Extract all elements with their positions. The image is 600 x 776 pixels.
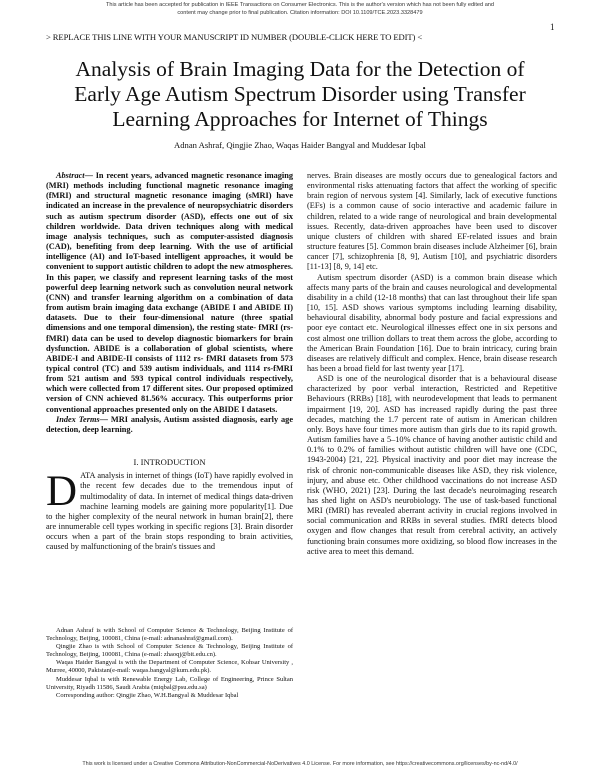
- intro-paragraph-2: Autism spectrum disorder (ASD) is a common brain disease which affects many parts of the brain and causes neurological and developmental disability in a child (12-18 months) that can last throughout their life span [10, 15]. ASD shows various symptoms including learning disability, behavioural disability, abnormal body posture and facial expressions and poor eye contact etc. Neurological illnesses effect one in six persons and cost almost one trillion dollars to treat them across the globe, according to the American Brain Foundation [16]. Due to brain intricacy, curing brain diseases are relatively difficult and complex. Hence, brain disease research has been a broad field for last twenty year [17].: [307, 272, 557, 373]
- title-line-1: Analysis of Brain Imaging Data for the Detection of: [75, 57, 525, 81]
- right-column: [307, 171, 557, 557]
- manuscript-id-line[interactable]: > REPLACE THIS LINE WITH YOUR MANUSCRIPT ID NUMBER (DOUBLE-CLICK HERE TO EDIT) <: [46, 32, 423, 42]
- index-terms: [46, 415, 293, 435]
- footnote-author-4: Muddesar Iqbal is with Renewable Energy Lab, College of Engineering, Prince Sultan University, Riyadh 11586, Saudi Arabia (miqbal@psu.edu.sa): [46, 675, 293, 691]
- left-column: [46, 171, 293, 552]
- footnote-corresponding-author: Corresponding author: Qingjie Zhao, W.H.Bangyal & Muddesar Iqbal: [56, 691, 239, 699]
- license-notice: This work is licensed under a Creative Commons Attribution-NonCommercial-NoDerivatives 4.0 License. For more information, see https://creativecommons.org/licenses/by-nc-nd/4.0/: [82, 761, 518, 767]
- section-heading-introduction: I. INTRODUCTION: [133, 457, 206, 468]
- paper-title: [20, 57, 580, 132]
- index-terms-label: Index Terms: [56, 414, 100, 424]
- page-number: 1: [550, 22, 555, 32]
- publication-notice-line1: This article has been accepted for publication in IEEE Transactions on Consumer Electronics. This is the author's version which has not been fully edited and: [105, 2, 495, 8]
- author-footnotes: [46, 627, 293, 700]
- intro-paragraph-3: ASD is one of the neurological disorder that is a behavioural disease characterized by poor verbal interaction, Restricted and Repetitive Behaviours (RRBs) [18], with neurodevelopment that leads to permanent impairment [19, 20]. ASD has increased rapidly during the past three decades, matching the 1.7 percent rate of autism in American children only. Boys have four times more autism than girls due to its rapid growth. Autism families have a 5–10% chance of having another autistic child and 0.1% to 0.2% of families without autistic children will have one (CDC, 1943-2004) [21, 22]. Physical inactivity and poor diet may increase the risk of chronic non-communicable diseases like ASD, they risk violence, injury, and abuse etc. Other childhood vaccinations do not increase ASD risk (WHO, 2021) [23]. During the last decade's neuroimaging research has shed light on ASD's neurobiology. The use of task-based functional MRI (fMRI) has revealed aberrant activity in crucial regions involved in social communication and RRBs in several studies. fMRI detects blood oxygen and flow changes that result from cerebral activity, an actively functioning brain consumes more oxidizing, so blood flow increases in the active area to meet this demand.: [307, 374, 557, 556]
- index-terms-dash: —: [99, 414, 111, 424]
- footnote-author-3: Waqas Haider Bangyal is with the Department of Computer Science, Kohsar University , Murree, 40000, Pakistan(e-mail: waqas.bangyal@kum.edu.pk).: [46, 659, 293, 675]
- abstract: [46, 171, 293, 415]
- publication-notice: [0, 1, 600, 17]
- author-list: Adnan Ashraf, Qingjie Zhao, Waqas Haider Bangyal and Muddesar Iqbal: [174, 140, 426, 150]
- publication-notice-line2: content may change prior to final publication. Citation information: DOI 10.1109/TCE.2023.3328479: [177, 10, 423, 16]
- intro-paragraph-1-start: [46, 468, 293, 552]
- footnote-author-2: Qingjie Zhao is with School of Computer Science & Technology, Beijing Institute of Technology, Beijing, 100081, China (e-mail: zhaoqj@bit.edu.cn).: [46, 643, 293, 659]
- index-terms-text: MRI analysis, Autism assisted diagnosis, early age detection, deep learning.: [46, 414, 294, 434]
- title-line-2: Early Age Autism Spectrum Disorder using Transfer: [74, 82, 526, 106]
- title-line-3: Learning Approaches for Internet of Things: [112, 107, 488, 131]
- intro-paragraph-1-text: ATA analysis in internet of things (IoT) have rapidly evolved in the recent few decades due to the tremendous input of multimodality of data. In internet of medical things data-driven machine learning models are gaining more popularity[1]. Due to the higher complexity of the neural network in human brain[2], there are innumerable cell types working in specific regions [3]. Brain disorder occurs when a part of the brain stops responding to brain activities, caused by malfunctioning of the brain's tissues and: [46, 471, 293, 552]
- abstract-text: In recent years, advanced magnetic resonance imaging (MRI) methods including functional magnetic resonance imaging (fMRI) and structural magnetic resonance imaging (sMRI) have indicated an increase in the prevalence of neuropsychiatric disorders such as autism spectrum disorder (ASD), effects one out of six children worldwide. Data driven techniques along with medical image analysis techniques, such as computer-assisted diagnosis (CAD), benefiting from deep learning. With the use of artificial intelligence (AI) and IoT-based intelligent approaches, it would be convenient to support autistic children to adopt the new atmospheres. In this paper, we classify and represent learning tasks of the most powerful deep learning network such as convolution neural network (CNN) and transfer learning algorithm on a combination of data from autism brain imaging data exchange (ABIDE I and ABIDE II) datasets. Due to their four-dimensional nature (three spatial dimensions and one temporal dimension), the resting state- fMRI (rs-fMRI) data can be used to develop diagnostic biomarkers for brain dysfunction. ABIDE is a collaboration of global scientists, where ABIDE-I and ABIDE-II consists of 1112 rs- fMRI datasets from 573 typical control (TC) and 539 autism individuals, and 1114 rs-fMRI from 521 autism and 593 typical control individuals respectively, which were collected from 17 different sites. Our proposed optimized version of CNN achieved 81.56% accuracy. This outperforms prior conventional approaches presented only on the ABIDE I datasets.: [46, 171, 293, 414]
- abstract-dash: —: [84, 171, 96, 180]
- abstract-label: Abstract: [56, 171, 85, 180]
- intro-paragraph-1-continued: nerves. Brain diseases are mostly occurs due to genealogical factors and environmental risks attenuating factors that affect the working of specific brain region of nervous system [4]. Similarly, lack of executive functions (EFs) is a common cause of socio interactive and academic failure in children, related to a wide range of neurological and brain developmental issues. Recently, data-driven approaches have been used to discover unique clusters of children with shared EF-related issues and brain structure features [5]. Common brain diseases include Alzheimer [6], brain cancer [7], schizophrenia [8, 9], Autism [10], and psychiatric disorders [11-13] [8, 9, 14] etc.: [307, 171, 557, 272]
- drop-cap: D: [46, 468, 78, 516]
- footnote-author-1: Adnan Ashraf is with School of Computer Science & Technology, Beijing Institute of Technology, Beijing, 100081, China (e-mail: adnanashraf@gmail.com).: [46, 627, 293, 643]
